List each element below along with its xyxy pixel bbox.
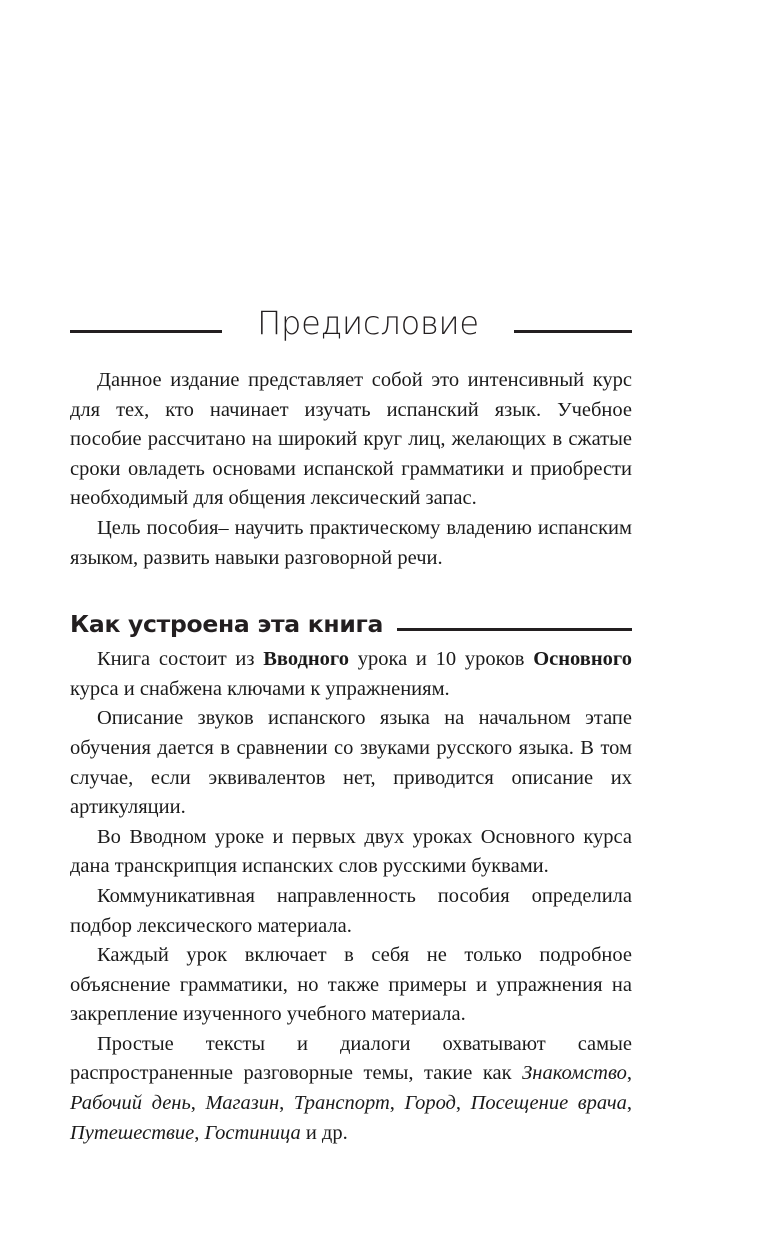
paragraph-text-part: курса и снабжена ключами к упражнениям. (70, 677, 450, 700)
topic-name: Посещение врача (470, 1092, 627, 1115)
section-heading-block (70, 603, 632, 637)
emphasis-osnovnogo: Основного (533, 648, 632, 671)
section-paragraph-communicative: Коммуникативная направленность пособия определила подбор лексического материала. (70, 884, 632, 937)
topic-name: Транспорт (293, 1092, 390, 1115)
page-content (70, 296, 632, 1148)
emphasis-vvodnogo: Вводного (263, 648, 349, 671)
title-rule-right (514, 330, 632, 333)
topic-separator: , (626, 1062, 632, 1085)
topics-tail-text: и др. (300, 1121, 348, 1144)
topic-separator: , (190, 1092, 206, 1115)
topic-name: Рабочий день (70, 1092, 191, 1115)
page-title: Предисловие (257, 304, 479, 342)
intro-paragraph-2: Цель пособия– научить практическому владению испанским языком, развить навыки разговорной речи. (70, 516, 632, 569)
section-paragraph-topics (70, 1030, 632, 1148)
section-paragraphs (70, 645, 632, 1148)
topic-separator: , (389, 1092, 405, 1115)
topic-name: Путешествие (70, 1121, 195, 1144)
section-heading-label: Как устроена эта книга (70, 610, 384, 639)
topic-separator: , (194, 1121, 205, 1144)
section-paragraph-lesson-contents: Каждый урок включает в себя не только подробное объяснение грамматики, но также примеры и упражнения на закрепление изученного учебного материала. (70, 944, 632, 1026)
topic-separator: , (455, 1092, 471, 1115)
page-title-block (70, 296, 632, 340)
section-paragraph-sounds: Описание звуков испанского языка на начальном этапе обучения дается в сравнении со звуками русского языка. В том случае, если эквивалентов нет, приводится описание их артикуляции. (70, 707, 632, 819)
paragraph-text-part: урока и 10 уроков (348, 648, 534, 671)
section-paragraph-structure (70, 645, 632, 704)
topic-name: Знакомство (522, 1062, 627, 1085)
topic-name: Город (404, 1092, 456, 1115)
topic-name: Магазин (205, 1092, 280, 1115)
section-paragraph-transcription: Во Вводном уроке и первых двух уроках Основного курса дана транскрипция испанских слов русскими буквами. (70, 825, 632, 878)
intro-paragraph-1: Данное издание представляет собой это интенсивный курс для тех, кто начинает изучать испанский язык. Учебное пособие рассчитано на широкий круг лиц, желающих в сжатые сроки овладеть основами испанской грамматики и приобрести необходимый для общения лексический запас. (70, 369, 632, 510)
intro-paragraphs (70, 366, 632, 573)
topic-separator: , (626, 1092, 633, 1115)
topic-separator: , (279, 1092, 294, 1115)
paragraph-text-part: Книга состоит из (97, 648, 264, 671)
topic-name: Гостиница (204, 1121, 301, 1144)
title-rule-left (70, 330, 222, 333)
section-heading-rule (397, 628, 632, 631)
topics-lead-text: Простые тексты и диалоги охватывают самые распространенные разговорные темы, такие как (70, 1032, 632, 1085)
